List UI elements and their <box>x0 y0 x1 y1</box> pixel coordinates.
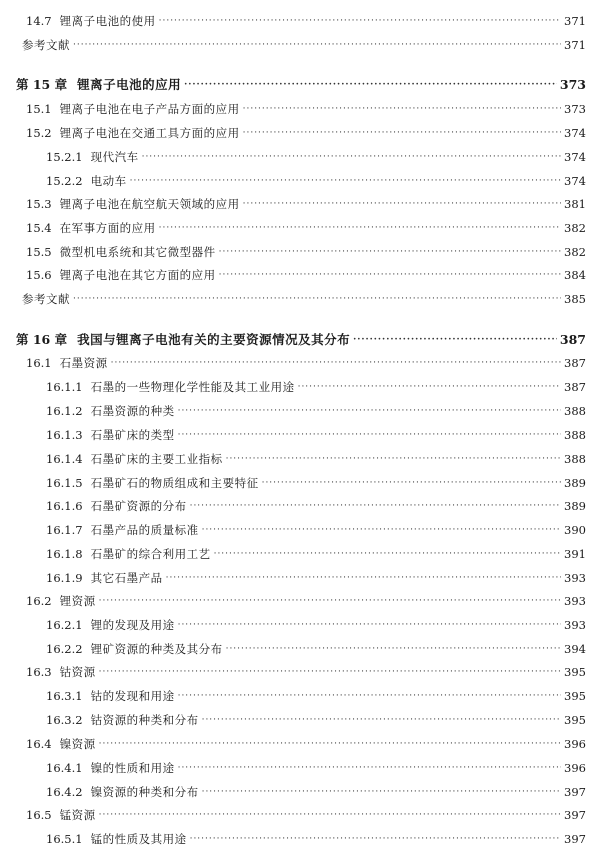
toc-number: 16.2.2 <box>46 642 83 656</box>
dot-leader <box>219 245 561 259</box>
toc-number: 16.1.7 <box>46 523 83 537</box>
dot-leader <box>202 785 561 799</box>
dot-leader <box>166 571 561 585</box>
toc-title: 石墨矿石的物质组成和主要特征 <box>90 476 259 490</box>
dot-leader <box>178 618 561 632</box>
toc-title: 其它石墨产品 <box>90 571 163 585</box>
toc-title: 在军事方面的应用 <box>59 221 156 235</box>
toc-page-number: 395 <box>564 665 586 679</box>
toc-page-number: 393 <box>564 571 586 585</box>
toc-title: 锰的性质及其用途 <box>90 832 187 846</box>
toc-page-number: 393 <box>564 594 586 608</box>
dot-leader <box>190 499 561 513</box>
toc-page-number: 388 <box>564 452 586 466</box>
toc-page-number: 390 <box>564 523 586 537</box>
dot-leader <box>214 547 561 561</box>
toc-title: 石墨产品的质量标准 <box>90 523 199 537</box>
toc-number: 15.6 <box>26 268 52 282</box>
toc-title: 石墨矿床的主要工业指标 <box>90 452 223 466</box>
toc-title: 锂离子电池的使用 <box>59 14 156 28</box>
dot-leader <box>202 523 561 537</box>
toc-entry-row[interactable] <box>0 659 596 679</box>
toc-page-number: 389 <box>564 499 586 513</box>
toc-number: 15.3 <box>26 197 52 211</box>
toc-number: 16.4.1 <box>46 761 83 775</box>
dot-leader <box>111 356 561 370</box>
dot-leader <box>99 665 561 679</box>
toc-page-number: 388 <box>564 428 586 442</box>
toc-page-number: 397 <box>564 832 586 846</box>
toc-page-number: 385 <box>564 292 586 306</box>
toc-references-row[interactable] <box>0 32 596 52</box>
dot-leader <box>73 38 561 52</box>
toc-references-row[interactable] <box>0 286 596 306</box>
toc-number: 16.5 <box>26 808 52 822</box>
dot-leader <box>243 197 561 211</box>
toc-entry-row[interactable] <box>0 731 596 751</box>
toc-entry-row[interactable] <box>0 493 596 513</box>
toc-chapter-row[interactable] <box>0 327 596 347</box>
toc-title: 石墨资源的种类 <box>90 404 175 418</box>
toc-number: 第 16 章 <box>16 332 68 347</box>
toc-page-number: 374 <box>564 126 586 140</box>
toc-title: 电动车 <box>90 174 127 188</box>
toc-entry-row[interactable] <box>0 239 596 259</box>
toc-title: 钴的发现和用途 <box>90 689 175 703</box>
toc-title: 参考文献 <box>22 38 70 52</box>
toc-number: 16.3.2 <box>46 713 83 727</box>
toc-entry-row[interactable] <box>0 168 596 188</box>
toc-title: 石墨矿的综合利用工艺 <box>90 547 211 561</box>
toc-entry-row[interactable] <box>0 350 596 370</box>
dot-leader <box>178 689 561 703</box>
toc-entry-row[interactable] <box>0 96 596 116</box>
toc-title: 钴资源 <box>59 665 96 679</box>
dot-leader <box>226 642 561 656</box>
toc-page-number: 374 <box>564 150 586 164</box>
toc-entry-row[interactable] <box>0 470 596 490</box>
toc-title: 锂离子电池在电子产品方面的应用 <box>59 102 240 116</box>
toc-number: 16.1.5 <box>46 476 83 490</box>
toc-title: 锂矿资源的种类及其分布 <box>90 642 223 656</box>
toc-title: 我国与锂离子电池有关的主要资源情况及其分布 <box>77 332 351 347</box>
toc-title: 锂的发现及用途 <box>90 618 175 632</box>
toc-title: 镍的性质和用途 <box>90 761 175 775</box>
toc-entry-row[interactable] <box>0 8 596 28</box>
toc-title: 镍资源的种类和分布 <box>90 785 199 799</box>
toc-entry-row[interactable] <box>0 755 596 775</box>
toc-page-number: 395 <box>564 713 586 727</box>
toc-page-number: 384 <box>564 268 586 282</box>
toc-number: 16.5.1 <box>46 832 83 846</box>
toc-number: 16.1.8 <box>46 547 83 561</box>
toc-entry-row[interactable] <box>0 191 596 211</box>
toc-page-number: 381 <box>564 197 586 211</box>
dot-leader <box>99 808 561 822</box>
toc-page-number: 387 <box>559 332 586 347</box>
toc-page-number: 371 <box>564 38 586 52</box>
dot-leader <box>178 404 561 418</box>
toc-page-number: 382 <box>564 221 586 235</box>
toc-title: 镍资源 <box>59 737 96 751</box>
dot-leader <box>353 333 557 347</box>
toc-number: 16.1.3 <box>46 428 83 442</box>
dot-leader <box>202 713 561 727</box>
toc-title: 钴资源的种类和分布 <box>90 713 199 727</box>
toc-number: 15.4 <box>26 221 52 235</box>
toc-page-number: 388 <box>564 404 586 418</box>
toc-page-number: 394 <box>564 642 586 656</box>
toc-title: 锂离子电池在其它方面的应用 <box>59 268 216 282</box>
toc-number: 16.1.9 <box>46 571 83 585</box>
toc-title: 锂离子电池的应用 <box>77 77 182 92</box>
toc-entry-row[interactable] <box>0 707 596 727</box>
toc-page-number: 387 <box>564 380 586 394</box>
toc-entry-row[interactable] <box>0 779 596 799</box>
toc-chapter-row[interactable] <box>0 72 596 92</box>
toc-entry-row[interactable] <box>0 802 596 822</box>
toc-entry-row[interactable] <box>0 262 596 282</box>
dot-leader <box>243 126 561 140</box>
toc-entry-row[interactable] <box>0 398 596 418</box>
toc-entry-row[interactable] <box>0 612 596 632</box>
toc-title: 石墨资源 <box>59 356 108 370</box>
dot-leader <box>159 14 561 28</box>
dot-leader <box>130 174 561 188</box>
toc-page-number: 397 <box>564 785 586 799</box>
toc-number: 15.1 <box>26 102 52 116</box>
toc-entry-row[interactable] <box>0 826 596 846</box>
toc-page-number: 391 <box>564 547 586 561</box>
toc-number: 第 15 章 <box>16 77 68 92</box>
toc-page-number: 387 <box>564 356 586 370</box>
toc-number: 15.5 <box>26 245 52 259</box>
dot-leader <box>298 380 561 394</box>
toc-title: 现代汽车 <box>90 150 139 164</box>
toc-title: 锰资源 <box>59 808 96 822</box>
toc-number: 16.1.2 <box>46 404 83 418</box>
toc-page-number: 397 <box>564 808 586 822</box>
toc-page-number: 371 <box>564 14 586 28</box>
dot-leader <box>142 150 561 164</box>
toc-entry-row[interactable] <box>0 120 596 140</box>
toc-number: 16.4 <box>26 737 52 751</box>
toc-page-number: 396 <box>564 737 586 751</box>
toc-page-number: 382 <box>564 245 586 259</box>
toc-number: 16.1 <box>26 356 52 370</box>
dot-leader <box>159 221 561 235</box>
dot-leader <box>73 292 561 306</box>
toc-page-number: 373 <box>559 77 586 92</box>
toc-title: 石墨矿资源的分布 <box>90 499 187 513</box>
dot-leader <box>99 594 561 608</box>
toc-number: 15.2.1 <box>46 150 83 164</box>
dot-leader <box>243 102 561 116</box>
toc-title: 锂离子电池在交通工具方面的应用 <box>59 126 240 140</box>
toc-title: 石墨的一些物理化学性能及其工业用途 <box>90 380 295 394</box>
toc-page-number: 395 <box>564 689 586 703</box>
toc-entry-row[interactable] <box>0 541 596 561</box>
toc-number: 16.1.1 <box>46 380 83 394</box>
dot-leader <box>226 452 561 466</box>
toc-title: 石墨矿床的类型 <box>90 428 175 442</box>
toc-number: 16.4.2 <box>46 785 83 799</box>
toc-page-number: 389 <box>564 476 586 490</box>
toc-number: 14.7 <box>26 14 52 28</box>
toc-number: 16.3 <box>26 665 52 679</box>
toc-entry-row[interactable] <box>0 374 596 394</box>
dot-leader <box>178 761 561 775</box>
toc-entry-row[interactable] <box>0 636 596 656</box>
toc-title: 锂离子电池在航空航天领域的应用 <box>59 197 240 211</box>
toc-title: 参考文献 <box>22 292 70 306</box>
toc-entry-row[interactable] <box>0 144 596 164</box>
dot-leader <box>178 428 561 442</box>
toc-entry-row[interactable] <box>0 588 596 608</box>
toc-entry-row[interactable] <box>0 565 596 585</box>
toc-number: 16.2.1 <box>46 618 83 632</box>
toc-entry-row[interactable] <box>0 517 596 537</box>
dot-leader <box>99 737 561 751</box>
toc-title: 微型机电系统和其它微型器件 <box>59 245 216 259</box>
dot-leader <box>262 476 561 490</box>
toc-entry-row[interactable] <box>0 422 596 442</box>
dot-leader <box>184 78 557 92</box>
toc-number: 16.2 <box>26 594 52 608</box>
toc-entry-row[interactable] <box>0 446 596 466</box>
toc-number: 16.3.1 <box>46 689 83 703</box>
toc-number: 16.1.6 <box>46 499 83 513</box>
toc-page-number: 374 <box>564 174 586 188</box>
toc-page-number: 373 <box>564 102 586 116</box>
toc-page-number: 396 <box>564 761 586 775</box>
toc-title: 锂资源 <box>59 594 96 608</box>
toc-page-number: 393 <box>564 618 586 632</box>
toc-number: 15.2.2 <box>46 174 83 188</box>
toc-number: 15.2 <box>26 126 52 140</box>
toc-entry-row[interactable] <box>0 215 596 235</box>
dot-leader <box>219 268 561 282</box>
toc-number: 16.1.4 <box>46 452 83 466</box>
toc-entry-row[interactable] <box>0 683 596 703</box>
